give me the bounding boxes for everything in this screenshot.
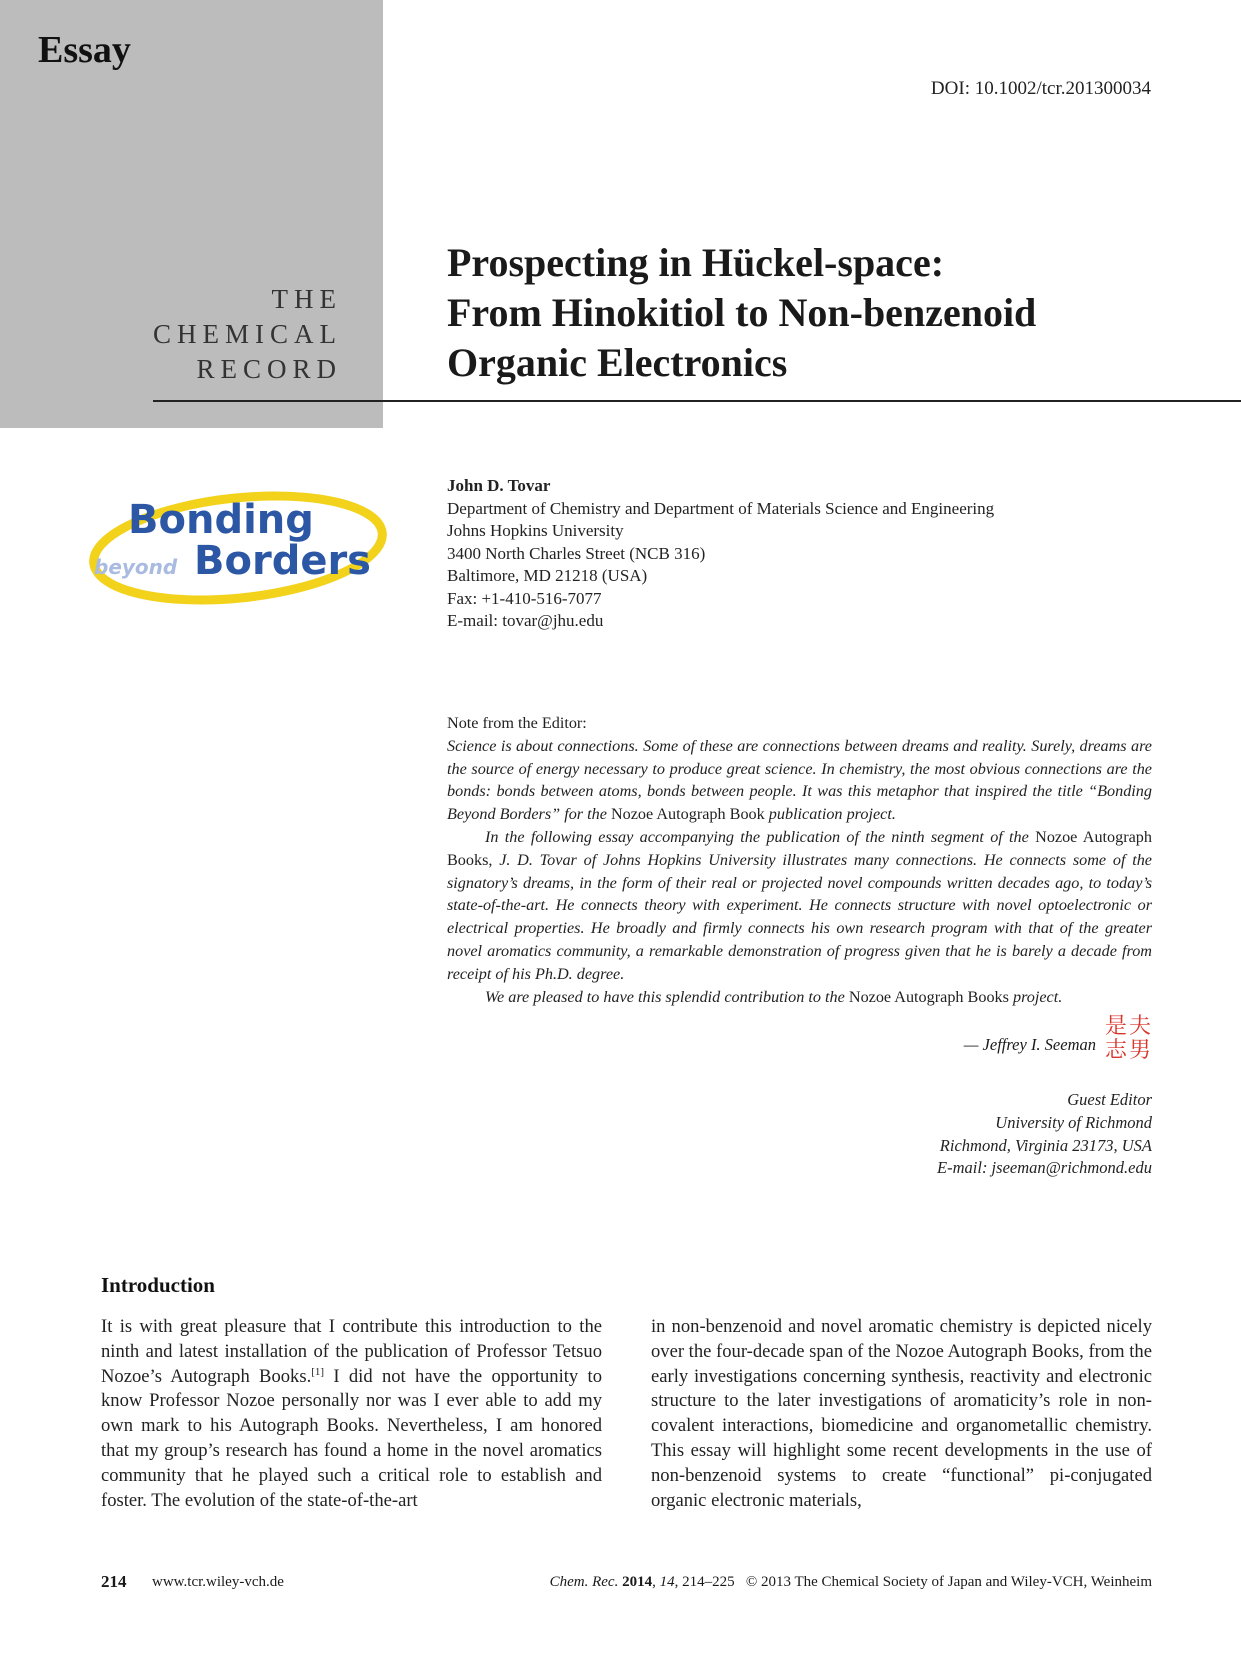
editor-email[interactable]: E-mail: jseeman@richmond.edu (937, 1158, 1152, 1178)
footer-citation: Chem. Rec. 2014, 14, 214–225 © 2013 The Chemical Society of Japan and Wiley-VCH, Weinheim (549, 1574, 1152, 1590)
editor-affiliation-line: University of Richmond (995, 1112, 1152, 1132)
body-column-left (101, 1315, 602, 1513)
body-column-right (651, 1315, 1152, 1513)
editor-note-paragraph: In the following essay accompanying the publication of the ninth segment of the Nozoe Autograph Books, J. D. Tovar of Johns Hopkins University illustrates many connections. He connects some of the signatory’s dreams, in the form of their real or projected novel compounds written decades ago, to today’s state-of-the-art. He connects theory with experiment. He connects structure with novel optoelectronic or electrical properties. He broadly and firmly connects his own research program with that of the greater novel aromatics community, a remarkable demonstration of progress given that he is barely a decade from receipt of his Ph.D. degree. (447, 827, 1152, 983)
page-number: 214 (101, 1572, 127, 1591)
svg-text:是: 是 (1105, 1014, 1128, 1039)
logo-word-borders: Borders (194, 538, 371, 584)
editor-signature-name: — Jeffrey I. Seeman (963, 1035, 1096, 1054)
editor-affiliation (937, 1089, 1152, 1180)
editor-affiliation-line: Richmond, Virginia 23173, USA (939, 1135, 1152, 1155)
logo-word-beyond: beyond (94, 555, 178, 579)
author-affiliation-line: 3400 North Charles Street (NCB 316) (447, 543, 706, 563)
author-email[interactable]: E-mail: tovar@jhu.edu (447, 611, 604, 630)
body-paragraph: in non-benzenoid and novel aromatic chemistry is depicted nicely over the four-decade span of the Nozoe Autograph Books, from the early investigations concerning synthesis, reactivity and electronic structure to the later investigations of aromaticity’s role in non-covalent interactions, biomedicine and organometallic chemistry. This essay will highlight some recent developments in the use of non-benzenoid systems to create “functional” pi-conjugated organic electronic materials, (651, 1316, 1152, 1511)
title-line: Organic Electronics (447, 340, 788, 385)
red-seal-stamp (1104, 1012, 1152, 1060)
author-name: John D. Tovar (447, 476, 551, 495)
bonding-beyond-borders-logo (88, 488, 398, 608)
author-affiliation-line: Baltimore, MD 21218 (USA) (447, 566, 648, 585)
editor-note-paragraph: Science is about connections. Some of these are connections between dreams and reality. Surely, dreams are the source of energy necessary to produce great science. In chemistry, the most obvious connections are the bonds: bonds between atoms, bonds between people. It was this metaphor that inspired the title “Bonding Beyond Borders” for the Nozoe Autograph Book publication project. (447, 736, 1152, 824)
title-line: Prospecting in Hückel-space: (447, 240, 945, 285)
reference-link[interactable]: [1] (311, 1365, 325, 1378)
editor-signature (964, 1012, 1152, 1060)
author-affiliation-line: Department of Chemistry and Department of Materials Science and Engineering (447, 498, 995, 518)
article-title (447, 238, 1167, 388)
footer-url[interactable]: www.tcr.wiley-vch.de (152, 1574, 284, 1590)
author-affiliation-line: Fax: +1-410-516-7077 (447, 588, 602, 608)
editor-affiliation-line: Guest Editor (1067, 1090, 1152, 1109)
svg-text:志: 志 (1105, 1038, 1128, 1060)
title-rule (153, 400, 1241, 402)
journal-name-line: RECORD (196, 354, 342, 384)
author-block (447, 475, 994, 633)
author-affiliation-line: Johns Hopkins University (447, 521, 624, 540)
introduction-heading: Introduction (101, 1273, 215, 1297)
section-label: Essay (38, 29, 131, 71)
editor-note (447, 712, 1152, 1008)
title-line: From Hinokitiol to Non-benzenoid (447, 290, 1037, 335)
journal-name (153, 282, 342, 387)
body-paragraph: It is with great pleasure that I contribute this introduction to the ninth and latest installation of the publication of Professor Tetsuo Nozoe’s Autograph Books.[1] I did not have the opportunity to know Professor Nozoe personally nor was I ever able to add my own mark to his Autograph Books. Nevertheless, I am honored that my group’s research has found a home in the novel aromatics community that he played such a critical role to establish and foster. The evolution of the state-of-the-art (101, 1316, 603, 1511)
journal-name-line: THE (271, 284, 342, 314)
logo-word-bonding: Bonding (128, 497, 314, 543)
svg-text:夫: 夫 (1129, 1014, 1152, 1039)
svg-text:男: 男 (1129, 1038, 1152, 1060)
editor-note-paragraph: We are pleased to have this splendid contribution to the Nozoe Autograph Books project. (485, 987, 1063, 1006)
doi[interactable]: DOI: 10.1002/tcr.201300034 (930, 78, 1151, 99)
editor-note-heading: Note from the Editor: (447, 714, 587, 732)
journal-name-line: CHEMICAL (153, 319, 342, 349)
